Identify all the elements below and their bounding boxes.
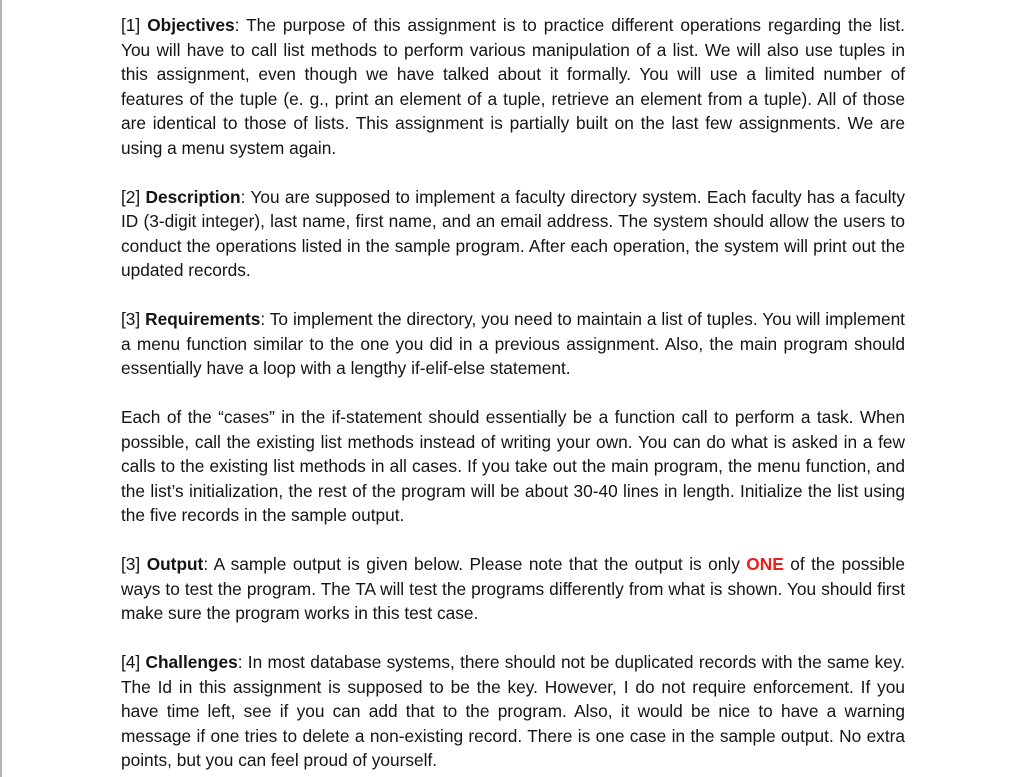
page-left-border (0, 0, 2, 777)
section-text: : You are supposed to implement a faculty directory system. Each faculty has a faculty ID (3-digit integer), last name, first name, and an email address. The system should allow the users to conduct the operations listed in the sample program. After each operation, the system will print out the updated records. (121, 186, 905, 280)
document-body (121, 13, 905, 773)
section-heading: Objectives (147, 15, 235, 35)
emphasis-one: ONE (746, 554, 784, 574)
section-number: [1] (121, 15, 141, 35)
requirements-continued (121, 405, 905, 528)
section-number: [3] (121, 309, 141, 329)
section-requirements (121, 307, 905, 381)
section-text: : In most database systems, there should not be duplicated records with the same key. The Id in this assignment is supposed to be the key. However, I do not require enforcement. If you have time left, see if you can add that to the program. Also, it would be nice to have a warning message if one tries to delete a non-existing record. There is one case in the sample output. No extra points, but you can feel proud of yourself. (121, 652, 905, 770)
section-text: : To implement the directory, you need to maintain a list of tuples. You will implement a menu function similar to the one you did in a previous assignment. Also, the main program should essentially have a loop with a lengthy if-elif-else statement. (121, 309, 905, 378)
section-number: [3] (121, 554, 141, 574)
section-number: [2] (121, 186, 141, 207)
section-output (121, 552, 905, 626)
section-heading: Challenges (145, 652, 238, 672)
section-text-before: : A sample output is given below. Please note that the output is only (203, 554, 747, 574)
section-text-after: of the possible ways to test the program. The TA will test the programs differently from what is shown. You should first make sure the program works in this test case. (121, 554, 905, 623)
section-heading: Description (145, 186, 241, 207)
section-description (121, 185, 905, 283)
section-challenges (121, 650, 905, 773)
section-objectives (121, 13, 905, 160)
section-heading: Requirements (145, 309, 261, 329)
section-heading: Output (146, 554, 204, 574)
paragraph-text: Each of the “cases” in the if-statement should essentially be a function call to perform a task. When possible, call the existing list methods instead of writing your own. You can do what is asked in a few calls to the existing list methods in all cases. If you take out the main program, the menu function, and the list’s initialization, the rest of the program will be about 30-40 lines in length. Initialize the list using the five records in the sample output. (121, 407, 905, 525)
section-number: [4] (121, 652, 141, 672)
section-text: : The purpose of this assignment is to practice different operations regarding the list. You will have to call list methods to perform various manipulation of a list. We will also use tuples in this assignment, even though we have talked about it formally. You will use a limited number of features of the tuple (e. g., print an element of a tuple, retrieve an element from a tuple). All of those are identical to those of lists. This assignment is partially built on the last few assignments. We are using a menu system again. (121, 15, 905, 158)
